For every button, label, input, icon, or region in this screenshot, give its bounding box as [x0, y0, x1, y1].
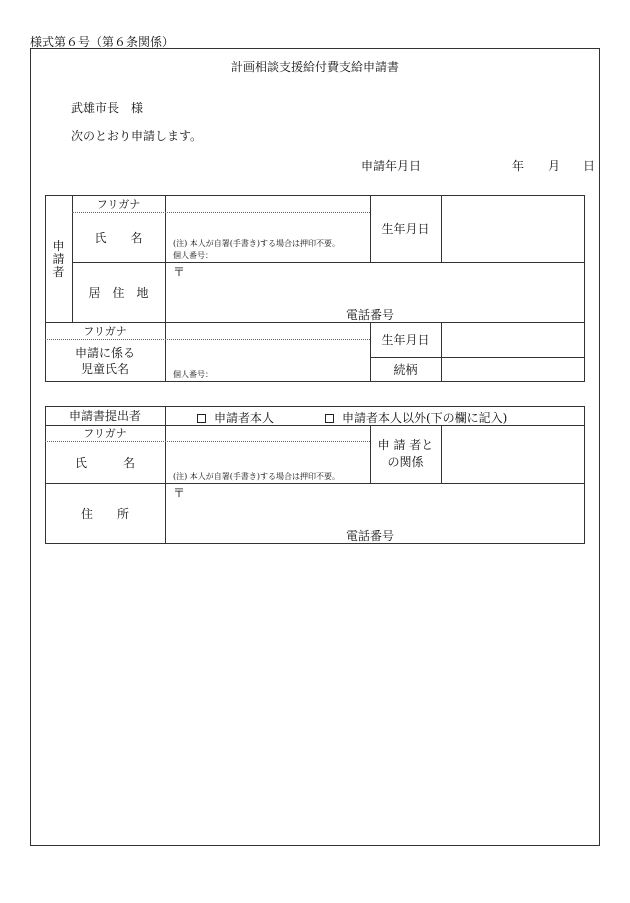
addressee: 武雄市長 様 [71, 101, 144, 115]
applicant-personal-number: 個人番号： [173, 251, 213, 260]
date-day-label: 日 [583, 159, 596, 173]
grid-line [165, 406, 166, 544]
applicant-phone-label: 電話番号 [346, 308, 395, 322]
form-number: 様式第６号（第６条関係） [30, 35, 175, 49]
grid-line [165, 195, 166, 382]
section-char: 申 [52, 239, 65, 253]
submitter-address-label: 住 所 [80, 507, 129, 521]
section-char: 者 [52, 265, 65, 279]
section-char: 請 [52, 252, 65, 266]
submitter-relation-line2: の関係 [387, 455, 424, 469]
submitter-signature-note: (注) 本人が自署(手書き)する場合は押印不要。 [173, 472, 341, 481]
applicant-signature-note: (注) 本人が自署(手書き)する場合は押印不要。 [173, 239, 341, 248]
form-title: 計画相談支援給付費支給申請書 [230, 60, 399, 74]
applicant-birthdate-label: 生年月日 [381, 222, 430, 236]
checkbox-self[interactable] [197, 414, 206, 423]
applicant-furigana-label: フリガナ [96, 197, 141, 211]
grid-line [441, 322, 442, 382]
date-label: 申請年月日 [361, 159, 422, 173]
grid-line [441, 425, 442, 483]
child-name-label-line1: 申請に係る [74, 345, 135, 360]
submitter-furigana-label: フリガナ [83, 427, 127, 440]
option-other[interactable] [325, 409, 507, 426]
option-other-label: 申請者本人以外(下の欄に記入) [342, 411, 508, 425]
option-self[interactable] [197, 409, 274, 426]
child-birthdate-label: 生年月日 [381, 333, 430, 347]
option-self-label: 申請者本人 [214, 411, 275, 425]
submitter-phone-label: 電話番号 [346, 529, 395, 543]
submitter-postal-mark: 〒 [173, 486, 186, 500]
applicant-section-label [45, 240, 72, 279]
applicant-residence-label: 居 住 地 [88, 285, 149, 300]
checkbox-other[interactable] [325, 414, 334, 423]
child-relationship-label: 続柄 [393, 363, 418, 377]
child-personal-number: 個人番号： [173, 370, 213, 379]
applicant-name-label: 氏 名 [94, 230, 143, 245]
submitter-name-label: 氏 名 [74, 455, 135, 470]
submitter-label: 申請書提出者 [68, 409, 141, 423]
child-name-label [45, 339, 165, 382]
date-year-label: 年 [512, 159, 525, 173]
submitter-relation-label [370, 425, 441, 483]
child-furigana-label: フリガナ [83, 324, 127, 338]
child-name-label-line2: 児童氏名 [80, 361, 129, 376]
intro-text: 次のとおり申請します。 [71, 129, 203, 143]
date-month-label: 月 [548, 159, 561, 173]
applicant-postal-mark: 〒 [173, 265, 186, 279]
submitter-relation-line1: 申 請 者と [377, 438, 434, 452]
grid-line [441, 195, 442, 262]
